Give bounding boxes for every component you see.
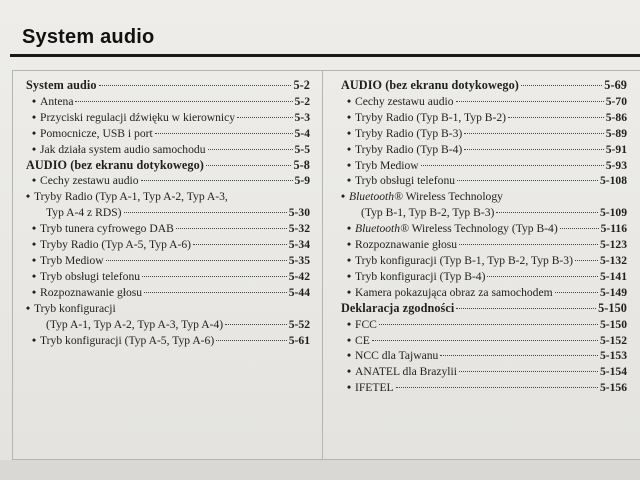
dot-leader: [106, 260, 287, 261]
toc-entry-text: Deklaracja zgodności: [341, 300, 455, 315]
toc-entry-text: Pomocnicze, USB i port: [40, 126, 153, 140]
dot-leader: [176, 228, 287, 229]
toc-entry-text: Bluetooth® Wireless Technology: [349, 190, 503, 204]
toc-entry-text: Cechy zestawu audio: [40, 174, 139, 188]
toc-entry-text: CE: [355, 333, 370, 347]
toc-page-number: 5-32: [288, 222, 310, 236]
toc-page-number: 5-132: [599, 253, 627, 267]
toc-entry[interactable]: [26, 205, 310, 221]
bullet-icon: •: [32, 253, 37, 267]
dot-leader: [206, 165, 292, 166]
dot-leader: [237, 117, 292, 118]
toc-entry-text: (Typ B-1, Typ B-2, Typ B-3): [361, 206, 495, 220]
toc-entry-text: FCC: [355, 317, 377, 331]
toc-entry-label[interactable]: [26, 301, 310, 317]
toc-entry-text: AUDIO (bez ekranu dotykowego): [341, 78, 519, 92]
header-rule: [10, 54, 640, 57]
toc-page-number: 5-86: [605, 110, 627, 124]
toc-page-number: 5-141: [599, 269, 627, 283]
toc-entry-label[interactable]: [26, 189, 310, 205]
toc-page-number: 5-35: [288, 253, 310, 267]
toc-page-number: 5-34: [288, 238, 310, 252]
toc-entry[interactable]: [26, 269, 310, 285]
bullet-icon: •: [347, 269, 352, 283]
toc-page-number: 5-9: [294, 174, 310, 188]
bullet-icon: •: [32, 222, 37, 236]
toc-entry-text: Tryb konfiguracji (Typ B-4): [355, 269, 486, 283]
toc-entry-text: NCC dla Tajwanu: [355, 349, 439, 363]
bullet-icon: •: [347, 174, 352, 188]
toc-page-number: 5-91: [605, 142, 627, 156]
toc-right-column: [341, 78, 627, 396]
toc-entry-text: Tryby Radio (Typ B-4): [355, 142, 463, 156]
toc-entry-text: Rozpoznawanie głosu: [355, 238, 458, 252]
bullet-icon: •: [347, 110, 352, 124]
toc-entry[interactable]: [341, 173, 627, 189]
dot-leader: [216, 340, 287, 341]
bullet-icon: •: [26, 190, 31, 204]
dot-leader: [457, 180, 598, 181]
bullet-icon: •: [347, 317, 352, 331]
toc-page-number: 5-5: [294, 142, 310, 156]
bullet-icon: •: [347, 222, 352, 236]
bullet-icon: •: [32, 238, 37, 252]
toc-entry-text: (Typ A-1, Typ A-2, Typ A-3, Typ A-4): [46, 317, 224, 331]
bullet-icon: •: [32, 285, 37, 299]
dot-leader: [456, 308, 596, 309]
toc-page-number: 5-2: [294, 94, 310, 108]
toc-entry[interactable]: [26, 253, 310, 269]
dot-leader: [75, 101, 292, 102]
toc-page-number: 5-123: [599, 238, 627, 252]
toc-page-number: 5-8: [293, 157, 310, 172]
toc-page-number: 5-4: [294, 126, 310, 140]
toc-entry-text: System audio: [26, 78, 97, 92]
toc-section-heading[interactable]: [26, 78, 310, 94]
dot-leader: [464, 133, 603, 134]
toc-page-number: 5-2: [293, 78, 310, 92]
toc-entry[interactable]: [341, 317, 627, 333]
toc-page-number: 5-3: [294, 110, 310, 124]
toc-page-number: 5-70: [605, 94, 627, 108]
bullet-icon: •: [347, 126, 352, 140]
dot-leader: [560, 228, 599, 229]
toc-entry-text: Tryby Radio (Typ B-3): [355, 126, 463, 140]
toc-entry[interactable]: [341, 158, 627, 174]
dot-leader: [225, 324, 287, 325]
toc-entry-text: Tryb Mediow: [355, 158, 419, 172]
dot-leader: [459, 371, 598, 372]
toc-entry[interactable]: [26, 94, 310, 110]
toc-section-heading[interactable]: [26, 158, 310, 174]
bullet-icon: •: [347, 158, 352, 172]
dot-leader: [575, 260, 598, 261]
dot-leader: [508, 117, 604, 118]
bullet-icon: •: [32, 269, 37, 283]
toc-page-number: 5-150: [598, 300, 627, 315]
bullet-icon: •: [347, 142, 352, 156]
bullet-icon: •: [26, 301, 31, 315]
dot-leader: [464, 149, 603, 150]
toc-page-number: 5-69: [604, 78, 627, 92]
bullet-icon: •: [347, 253, 352, 267]
toc-page-number: 5-153: [599, 349, 627, 363]
toc-entry-text: Tryb obsługi telefonu: [40, 269, 141, 283]
toc-page-number: 5-93: [605, 158, 627, 172]
dot-leader: [487, 276, 597, 277]
toc-page-number: 5-156: [599, 381, 627, 395]
bullet-icon: •: [32, 333, 37, 347]
toc-entry[interactable]: [341, 221, 627, 237]
toc-entry[interactable]: [341, 333, 627, 349]
dot-leader: [456, 101, 604, 102]
toc-entry-text: Tryb konfiguracji (Typ A-5, Typ A-6): [40, 333, 215, 347]
toc-entry[interactable]: [26, 285, 310, 301]
toc-entry-text: Tryb tunera cyfrowego DAB: [40, 222, 174, 236]
toc-page-number: 5-116: [600, 222, 627, 236]
dot-leader: [372, 340, 598, 341]
toc-entry-text: Tryby Radio (Typ B-1, Typ B-2): [355, 110, 507, 124]
toc-entry-text: ANATEL dla Brazylii: [355, 365, 457, 379]
toc-entry-text: Cechy zestawu audio: [355, 94, 454, 108]
dot-leader: [142, 276, 287, 277]
bullet-icon: •: [347, 349, 352, 363]
toc-page-number: 5-44: [288, 285, 310, 299]
toc-entry-text: Kamera pokazująca obraz za samochodem: [355, 285, 553, 299]
bullet-icon: •: [32, 174, 37, 188]
toc-entry-text: Bluetooth® Wireless Technology (Typ B-4): [355, 222, 558, 236]
toc-entry-label[interactable]: [341, 189, 627, 205]
toc-entry-text: Antena: [40, 94, 74, 108]
toc-entry[interactable]: [341, 348, 627, 364]
toc-entry-text: Tryby Radio (Typ A-5, Typ A-6): [40, 238, 192, 252]
toc-entry-text: Tryb Mediow: [40, 253, 104, 267]
toc-entry[interactable]: [26, 333, 310, 349]
toc-page-number: 5-154: [599, 365, 627, 379]
toc-entry-text: Jak działa system audio samochodu: [40, 142, 206, 156]
toc-entry[interactable]: [341, 142, 627, 158]
toc-page-number: 5-152: [599, 333, 627, 347]
toc-entry[interactable]: [26, 126, 310, 142]
toc-entry[interactable]: [341, 285, 627, 301]
toc-entry[interactable]: [26, 317, 310, 333]
page-bottom-edge: [0, 460, 640, 480]
toc-entry[interactable]: [341, 205, 627, 221]
dot-leader: [99, 85, 292, 86]
dot-leader: [459, 244, 598, 245]
toc-entry-text: Rozpoznawanie głosu: [40, 285, 143, 299]
toc-page-number: 5-52: [288, 317, 310, 331]
bullet-icon: •: [347, 365, 352, 379]
dot-leader: [144, 292, 287, 293]
toc-page-number: 5-30: [288, 206, 310, 220]
toc-entry-text: AUDIO (bez ekranu dotykowego): [26, 157, 204, 172]
dot-leader: [440, 355, 598, 356]
dot-leader: [155, 133, 293, 134]
toc-entry[interactable]: [341, 364, 627, 380]
dot-leader: [208, 149, 293, 150]
toc-page-number: 5-150: [599, 317, 627, 331]
bullet-icon: •: [347, 238, 352, 252]
toc-entry-text: Tryb konfiguracji: [34, 301, 116, 315]
bullet-icon: •: [347, 285, 352, 299]
toc-entry-text: Przyciski regulacji dźwięku w kierownicy: [40, 110, 236, 124]
toc-entry[interactable]: [341, 269, 627, 285]
toc-page-number: 5-109: [599, 206, 627, 220]
dot-leader: [141, 180, 293, 181]
page-title: System audio: [22, 26, 155, 48]
toc-page-number: 5-149: [599, 285, 627, 299]
dot-leader: [396, 387, 598, 388]
toc-entry[interactable]: [26, 142, 310, 158]
bullet-icon: •: [32, 110, 37, 124]
toc-entry[interactable]: [341, 237, 627, 253]
toc-entry[interactable]: [26, 221, 310, 237]
toc-entry[interactable]: [26, 110, 310, 126]
toc-page-number: 5-89: [605, 126, 627, 140]
bullet-icon: •: [341, 190, 346, 204]
toc-entry-text: Typ A-4 z RDS): [46, 206, 122, 220]
bullet-icon: •: [347, 333, 352, 347]
bullet-icon: •: [32, 142, 37, 156]
toc-entry-text: IFETEL: [355, 381, 394, 395]
toc-entry[interactable]: [341, 380, 627, 396]
toc-entry[interactable]: [26, 237, 310, 253]
bullet-icon: •: [347, 94, 352, 108]
toc-entry-text: Tryb konfiguracji (Typ B-1, Typ B-2, Typ B-3): [355, 253, 573, 267]
dot-leader: [496, 212, 598, 213]
toc-entry-text: Tryby Radio (Typ A-1, Typ A-2, Typ A-3,: [34, 190, 228, 204]
dot-leader: [193, 244, 287, 245]
toc-section-heading[interactable]: [341, 301, 627, 317]
toc-entry[interactable]: [26, 173, 310, 189]
toc-entry[interactable]: [341, 126, 627, 142]
dot-leader: [124, 212, 287, 213]
toc-page-number: 5-61: [288, 333, 310, 347]
column-divider: [322, 70, 323, 460]
toc-entry-text: Tryb obsługi telefonu: [355, 174, 456, 188]
bullet-icon: •: [32, 126, 37, 140]
dot-leader: [379, 324, 598, 325]
toc-page-number: 5-42: [288, 269, 310, 283]
dot-leader: [555, 292, 598, 293]
toc-entry[interactable]: [341, 253, 627, 269]
toc-entry[interactable]: [341, 94, 627, 110]
dot-leader: [521, 85, 602, 86]
bullet-icon: •: [347, 381, 352, 395]
dot-leader: [421, 165, 604, 166]
toc-page-number: 5-108: [599, 174, 627, 188]
toc-entry[interactable]: [341, 110, 627, 126]
bullet-icon: •: [32, 94, 37, 108]
section-header: [0, 0, 640, 56]
toc-section-heading[interactable]: [341, 78, 627, 94]
toc-left-column: [26, 78, 310, 348]
